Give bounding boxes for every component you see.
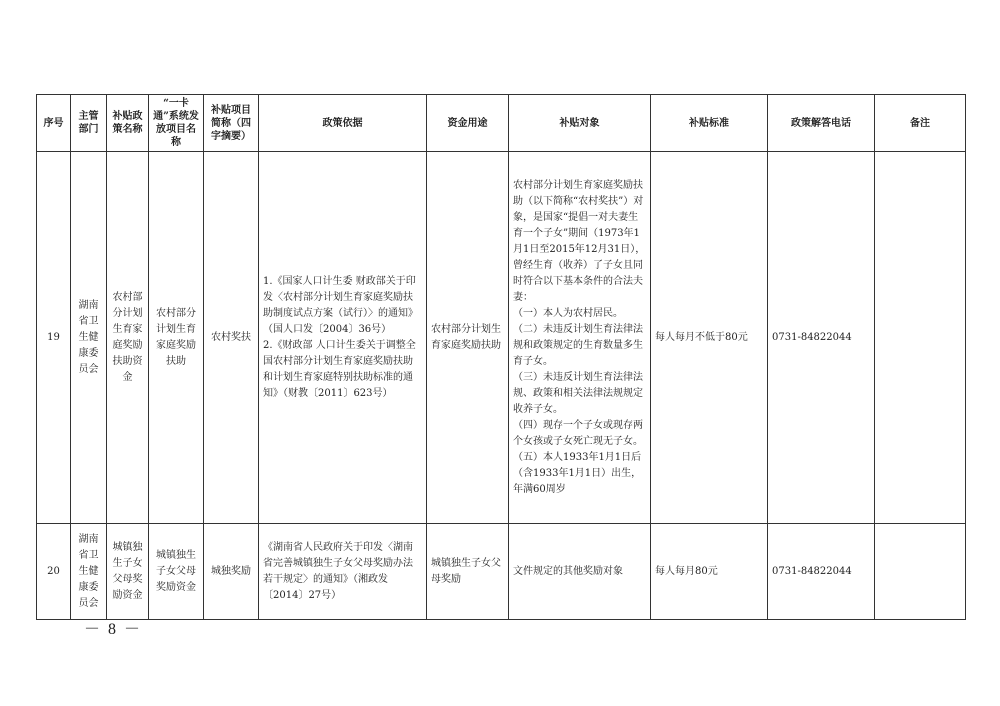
page-number: － 8 － bbox=[84, 621, 143, 638]
row-abbr: 城独奖励 bbox=[204, 524, 259, 620]
header-note: 备注 bbox=[875, 95, 966, 152]
target-line: （四）现存一个子女或现存两个女孩或子女死亡现无子女。 bbox=[513, 419, 643, 447]
header-abbr: 补贴项目简称（四字摘要） bbox=[204, 95, 259, 152]
table-row bbox=[37, 152, 966, 524]
table-header-row bbox=[37, 95, 966, 152]
row-note bbox=[875, 152, 966, 524]
target-line: （一）本人为农村居民。 bbox=[513, 307, 623, 319]
table-row bbox=[37, 524, 966, 620]
header-dept: 主管部门 bbox=[71, 95, 107, 152]
row-no: 20 bbox=[37, 524, 71, 620]
target-line: 农村部分计划生育家庭奖励扶助（以下简称“农村奖扶”）对象，是国家“提倡一对夫妻生育一个子女”期间（1973年1月1日至2015年12月31日），曾经生育（收养）了子女且同时符合以下基本条件的合法夫妻： bbox=[513, 179, 646, 303]
header-basis: 政策依据 bbox=[259, 95, 427, 152]
row-phone: 0731-84822044 bbox=[768, 524, 875, 620]
header-phone: 政策解答电话 bbox=[768, 95, 875, 152]
row-target bbox=[509, 152, 651, 524]
target-line: （二）未违反计划生育法律法规和政策规定的生育数量多生育子女。 bbox=[513, 323, 643, 367]
basis-line: 《湖南省人民政府关于印发〈湖南省完善城镇独生子女父母奖励办法若干规定〉的通知》（湘政发〔2014〕27号） bbox=[263, 541, 413, 601]
row-policy-name: 城镇独生子女父母奖励资金 bbox=[107, 524, 149, 620]
row-standard: 每人每月不低于80元 bbox=[651, 152, 768, 524]
header-standard: 补贴标准 bbox=[651, 95, 768, 152]
header-policy-name: 补贴政策名称 bbox=[107, 95, 149, 152]
row-phone: 0731-84822044 bbox=[768, 152, 875, 524]
header-target: 补贴对象 bbox=[509, 95, 651, 152]
row-basis bbox=[259, 152, 427, 524]
basis-line: 2.《财政部 人口计生委关于调整全国农村部分计划生育家庭奖励扶助和计划生育家庭特别扶助标准的通知》（财教〔2011〕623号） bbox=[263, 339, 416, 399]
target-line: （五）本人1933年1月1日后（含1933年1月1日）出生，年满60周岁 bbox=[513, 451, 642, 495]
header-no: 序号 bbox=[37, 95, 71, 152]
row-system-name: 城镇独生子女父母奖励资金 bbox=[149, 524, 204, 620]
header-use: 资金用途 bbox=[427, 95, 509, 152]
row-use: 城镇独生子女父母奖励 bbox=[427, 524, 509, 620]
row-use: 农村部分计划生育家庭奖励扶助 bbox=[427, 152, 509, 524]
row-policy-name: 农村部分计划生育家庭奖励扶助资金 bbox=[107, 152, 149, 524]
row-no: 19 bbox=[37, 152, 71, 524]
policy-table bbox=[36, 94, 966, 620]
row-note bbox=[875, 524, 966, 620]
row-abbr: 农村奖扶 bbox=[204, 152, 259, 524]
basis-line: 1.《国家人口计生委 财政部关于印发〈农村部分计划生育家庭奖励扶助制度试点方案（试行）〉的通知》（国人口发〔2004〕36号） bbox=[263, 275, 418, 335]
target-line: 文件规定的其他奖励对象 bbox=[513, 565, 623, 577]
row-dept: 湖南省卫生健康委员会 bbox=[71, 524, 107, 620]
header-system-name: “一卡通”系统发放项目名称 bbox=[149, 95, 204, 152]
target-line: （三）未违反计划生育法律法规、政策和相关法律法规规定收养子女。 bbox=[513, 371, 643, 415]
row-dept: 湖南省卫生健康委员会 bbox=[71, 152, 107, 524]
row-standard: 每人每月80元 bbox=[651, 524, 768, 620]
row-system-name: 农村部分计划生育家庭奖励扶助 bbox=[149, 152, 204, 524]
row-target bbox=[509, 524, 651, 620]
row-basis bbox=[259, 524, 427, 620]
